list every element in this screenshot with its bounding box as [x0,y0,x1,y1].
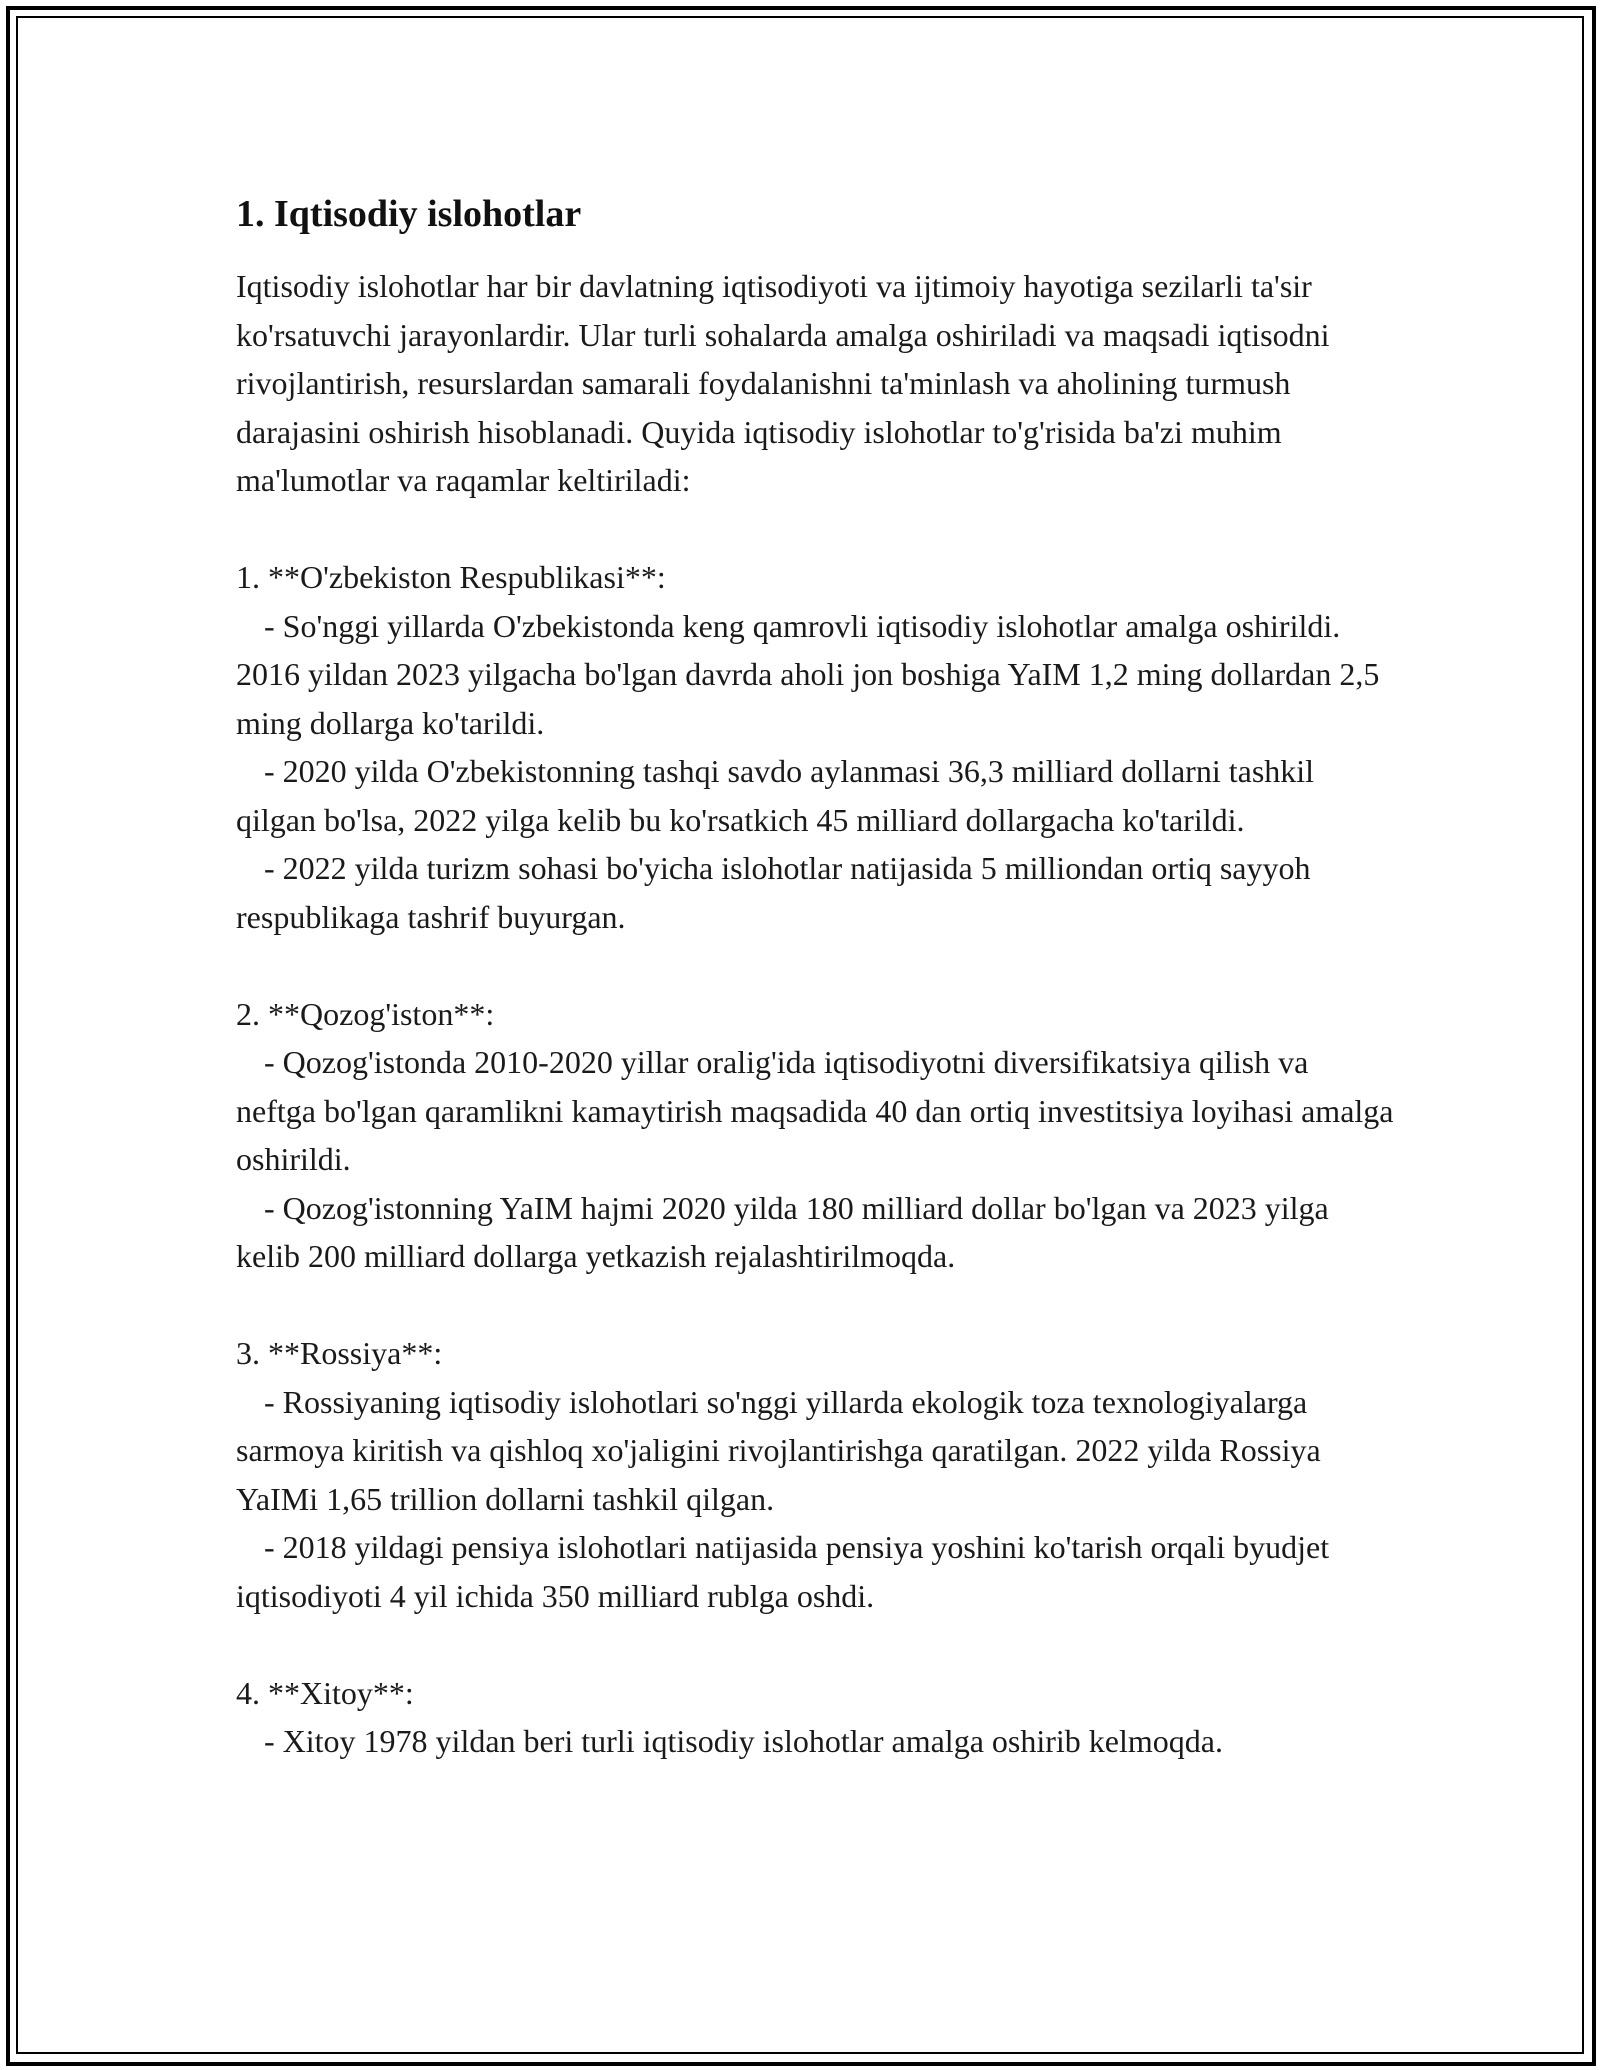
spacer [236,941,1396,990]
spacer [236,1281,1396,1330]
intro-paragraph: Iqtisodiy islohotlar har bir davlatning iqtisodiyoti va ijtimoiy hayotiga sezilarli ta'sir ko'rsatuvchi jarayonlardir. Ular turli sohalarda amalga oshiriladi va maqsadi iqtisodni rivojlantirish, resurslardan samarali foydalanishni ta'minlash va aholining turmush darajasini oshirish hisoblanadi. Quyida iqtisodiy islohotlar to'g'risida ba'zi muhim ma'lumotlar va raqamlar keltiriladi: [236,268,1338,498]
document-title: 1. Iqtisodiy islohotlar [236,193,582,235]
section-title: 3. **Rossiya**: [236,1335,443,1371]
spacer [236,1620,1396,1669]
section-bullet: - So'nggi yillarda O'zbekistonda keng qamrovli iqtisodiy islohotlar amalga oshirildi. 2016 yildan 2023 yilgacha bo'lgan davrda aholi jon boshiga YaIM 1,2 ming dollardan 2,5 ming dollarga ko'tarildi. [236,607,1380,741]
section-bullet: - Xitoy 1978 yildan beri turli iqtisodiy islohotlar amalga oshirib kelmoqda. [264,1723,1223,1759]
section-bullet: - 2022 yilda turizm sohasi bo'yicha islohotlar natijasida 5 milliondan ortiq sayyoh respublikaga tashrif buyurgan. [236,850,1311,935]
section-kazakhstan [236,990,1396,1281]
section-china [236,1669,1396,1766]
section-title: 2. **Qozog'iston**: [236,995,495,1032]
section-title: 1. **O'zbekiston Respublikasi**: [236,559,666,595]
section-bullet: - Qozog'istonning YaIM hajmi 2020 yilda 180 milliard dollar bo'lgan va 2023 yilga kelib 200 milliard dollarga yetkazish rejalashtirilmoqda. [236,1189,1329,1274]
section-bullet: - Rossiyaning iqtisodiy islohotlari so'nggi yillarda ekologik toza texnologiyalarga sarmoya kiritish va qishloq xo'jaligini rivojlantirishga qaratilgan. 2022 yilda Rossiya YaIMi 1,65 trillion dollarni tashkil qilgan. [236,1383,1321,1517]
spacer [236,505,1396,554]
section-bullet: - Qozog'istonda 2010-2020 yillar oralig'ida iqtisodiyotni diversifikatsiya qilish va neftga bo'lgan qaramlikni kamaytirish maqsadida 40 dan ortiq investitsiya loyihasi amalga oshirildi. [236,1044,1394,1177]
document-body [236,186,1396,1766]
section-uzbekistan [236,553,1396,941]
section-title: 4. **Xitoy**: [236,1674,414,1711]
section-bullet: - 2018 yildagi pensiya islohotlari natijasida pensiya yoshini ko'tarish orqali byudjet iqtisodiyoti 4 yil ichida 350 milliard rublga oshdi. [236,1529,1330,1614]
section-russia [236,1329,1396,1620]
section-bullet: - 2020 yilda O'zbekistonning tashqi savdo aylanmasi 36,3 milliard dollarni tashkil qilgan bo'lsa, 2022 yilga kelib bu ko'rsatkich 45 milliard dollargacha ko'tarildi. [236,753,1315,838]
